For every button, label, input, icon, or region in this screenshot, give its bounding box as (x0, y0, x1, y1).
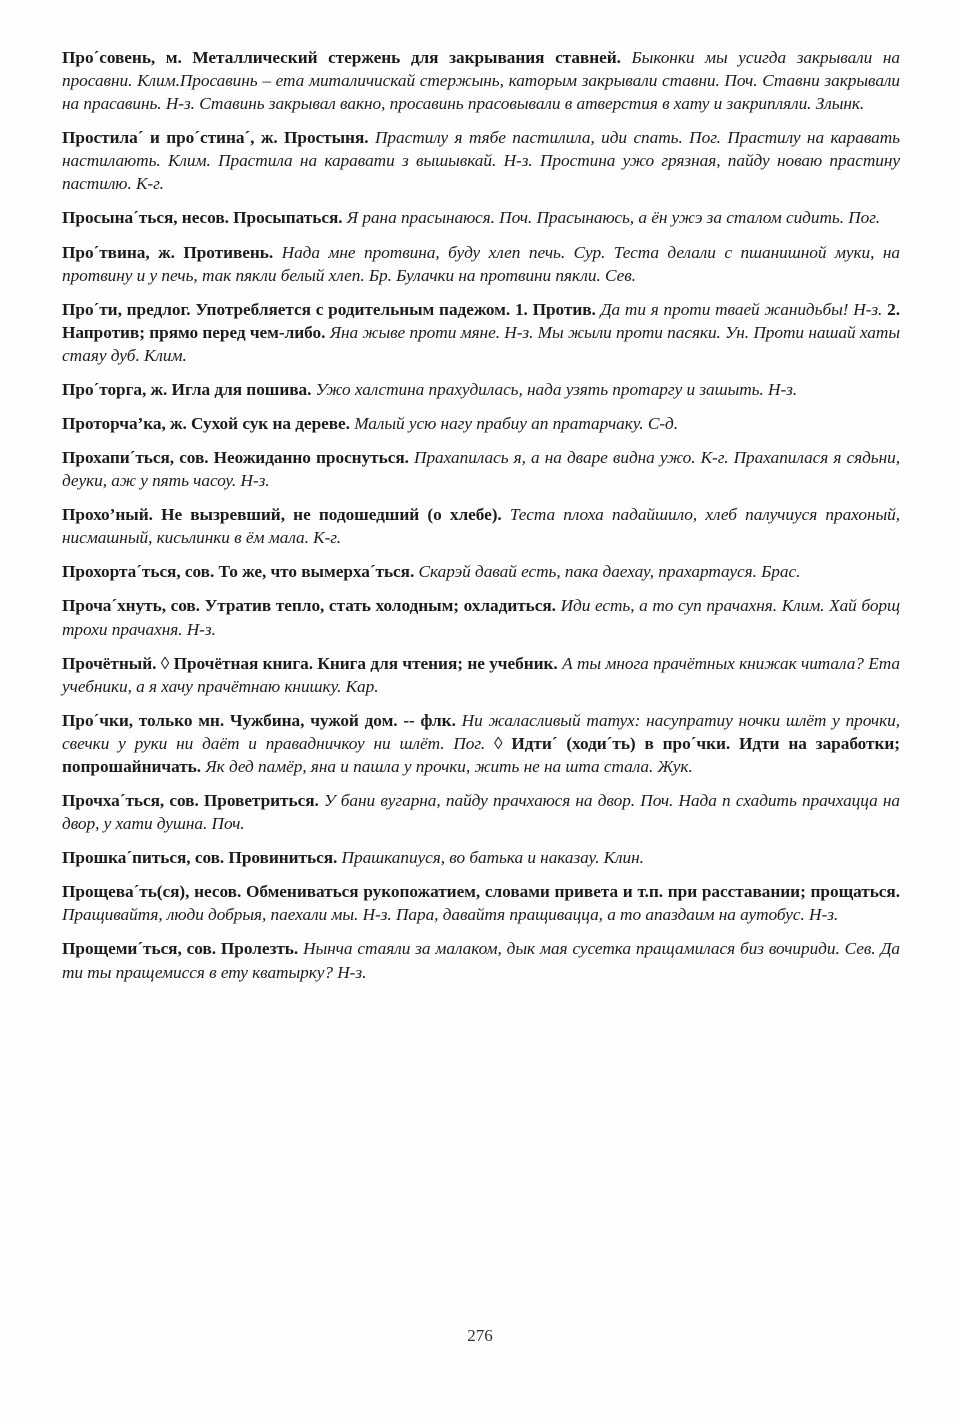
entry-examples: Скарэй давай есть, пака даехау, прахартауся. Брас. (418, 562, 801, 582)
dictionary-entry-proshchevatsya (62, 880, 900, 926)
entry-headword: Простила´ и про´стина´, ж. Простыня. (62, 128, 369, 148)
entry-examples: Ужо халстина прахудилась, нада узять протаргу и зашыть. Н-з. (315, 379, 798, 399)
entry-examples-sense-1: Ни жаласливый татух: насупратиу ночки шлёт у прочки, свечки у руки ни даёт и правадничкоу ни шлёт. Пог. (62, 710, 900, 753)
dictionary-entry-proti (62, 298, 900, 367)
entry-headword: Про´совень, м. Металлический стержень для закрывания ставней. (62, 48, 621, 67)
dictionary-entry-prohony (62, 503, 900, 549)
entry-headword-sense-2: 2. Напротив; прямо перед чем-либо. (62, 299, 900, 342)
entry-subentry-examples: Як дед памёр, яна и пашла у прочки, жить не на шта стала. Жук. (205, 756, 693, 776)
entry-headword: Прохо’ный. Не вызревший, не подошедший (о хлебе). (62, 505, 502, 525)
dictionary-entry-prochhatsya (62, 789, 900, 835)
entry-headword: Про´твина, ж. Противень. (62, 242, 274, 262)
entry-headword: Прохорта´ться, сов. То же, что вымерха´ться. (62, 562, 415, 582)
entry-examples-sense-1: Да ти я проти тваей жанидьбы! Н-з. (600, 299, 883, 319)
entry-examples: Прашкапиуся, во батька и наказау. Клин. (341, 848, 644, 868)
entry-examples: Прастилу я тябе пастилила, иди спать. Пог. Прастилу на каравать настилають. Клим. Прастила на каравати з вышывкай. Н-з. Простина ужо грязная, пайду новаю прастину пастилю. К-г. (62, 128, 900, 194)
dictionary-entry-proshchemitsya (62, 937, 900, 983)
dictionary-entry-prohapitsya (62, 446, 900, 492)
entry-headword: Проча´хнуть, сов. Утратив тепло, стать холодным; охладиться. (62, 596, 556, 616)
entry-headword-sense-1: Про´ти, предлог. Употребляется с родительным падежом. 1. Против. (62, 299, 596, 319)
entry-examples: Прахапилась я, а на дваре видна ужо. К-г. Прахапилася я сядьни, деуки, аж у пять часоу. Н-з. (62, 448, 900, 491)
entry-examples: А ты многа прачётных книжак читала? Ета учебники, а я хачу прачётнаю книшку. Кар. (62, 653, 901, 696)
dictionary-entry-prochahnut (62, 594, 900, 640)
entry-examples: Быконки мы усигда закрывали на просавни. Клим.Просавинь – ета миталичискай стержынь, каторым закрывали ставни. Поч. Ставни закрывали на прасавинь. Н-з. Ставинь закрывал вакно, просавинь прасовывали в атверстия в хату и закрипляли. Злынк. (62, 48, 900, 114)
dictionary-entry-prosynatsya (62, 206, 900, 229)
dictionary-entry-protvina (62, 241, 900, 287)
entry-examples: Пращивайтя, люди добрыя, паехали мы. Н-з. Пара, давайтя пращивацца, а то апаздаим на аутобус. Н-з. (62, 905, 839, 925)
entry-headword: Прошка´питься, сов. Провиниться. (62, 848, 338, 868)
dictionary-entry-prochki (62, 709, 900, 778)
entry-headword: Просына´ться, несов. Просыпаться. (62, 208, 343, 228)
entry-examples: Я рана прасынаюся. Поч. Прасынаюсь, а ён ужэ за сталом сидить. Пог. (346, 208, 880, 228)
entry-subentry-headword: ◊ Идти´ (ходи´ть) в про´чки. Идти на заработки; попрошайничать. (62, 733, 900, 776)
entry-examples: Теста плоха падайшило, хлеб палучиуся прахоный, нисмашный, кисьлинки в ём мала. К-г. (62, 505, 900, 548)
entry-examples: У бани вугарна, пайду прачхаюся на двор. Поч. Нада п схадить прачхацца на двор, у хати душна. Поч. (62, 791, 900, 834)
entry-examples: Нада мне протвина, буду хлеп печь. Сур. Теста делали с пшанишной муки, на протвину и у печь, так пякли белый хлеп. Бр. Булачки на протвини пякли. Сев. (62, 242, 900, 285)
entry-examples: Малый усю нагу прабиу ап пратарчаку. С-д. (354, 414, 678, 434)
entry-headword: Прохапи´ться, сов. Неожиданно проснуться. (62, 448, 409, 468)
page-number: 276 (467, 1326, 493, 1345)
entry-headword: Прочха´ться, сов. Проветриться. (62, 791, 319, 811)
entry-examples-sense-2: Яна жыве проти мяне. Н-з. Мы жыли проти пасяки. Ун. Проти нашай хаты стаяу дуб. Клим. (62, 322, 900, 365)
dictionary-entry-proshkapitsya (62, 846, 900, 869)
entry-examples: Иди есть, а то суп прачахня. Клим. Хай борщ трохи прачахня. Н-з. (62, 596, 900, 639)
dictionary-entry-prohortatsya (62, 560, 900, 583)
entry-headword: Прощева´ть(ся), несов. Обмениваться рукопожатием, словами привета и т.п. при расставании; прощаться. (62, 882, 900, 902)
dictionary-entry-prosoven (62, 46, 900, 115)
dictionary-entry-protorchaka (62, 412, 900, 435)
entry-headword: Проторча’ка, ж. Сухой сук на дереве. (62, 414, 350, 434)
dictionary-entry-list (62, 46, 900, 984)
dictionary-entry-prostila (62, 126, 900, 195)
dictionary-entry-prochetny (62, 652, 900, 698)
entry-headword: Прощеми´ться, сов. Пролезть. (62, 939, 299, 959)
dictionary-entry-protorga (62, 378, 900, 401)
entry-headword: Прочётный. ◊ Прочётная книга. Книга для чтения; не учебник. (62, 653, 558, 673)
entry-headword-sense-1: Про´чки, только мн. Чужбина, чужой дом. -- флк. (62, 710, 456, 730)
entry-examples: Нынча стаяли за малаком, дык мая сусетка пращамилася биз вочириди. Сев. Да ти ты пращемисся в ету кватырку? Н-з. (62, 939, 900, 982)
entry-headword: Про´торга, ж. Игла для пошива. (62, 379, 312, 399)
